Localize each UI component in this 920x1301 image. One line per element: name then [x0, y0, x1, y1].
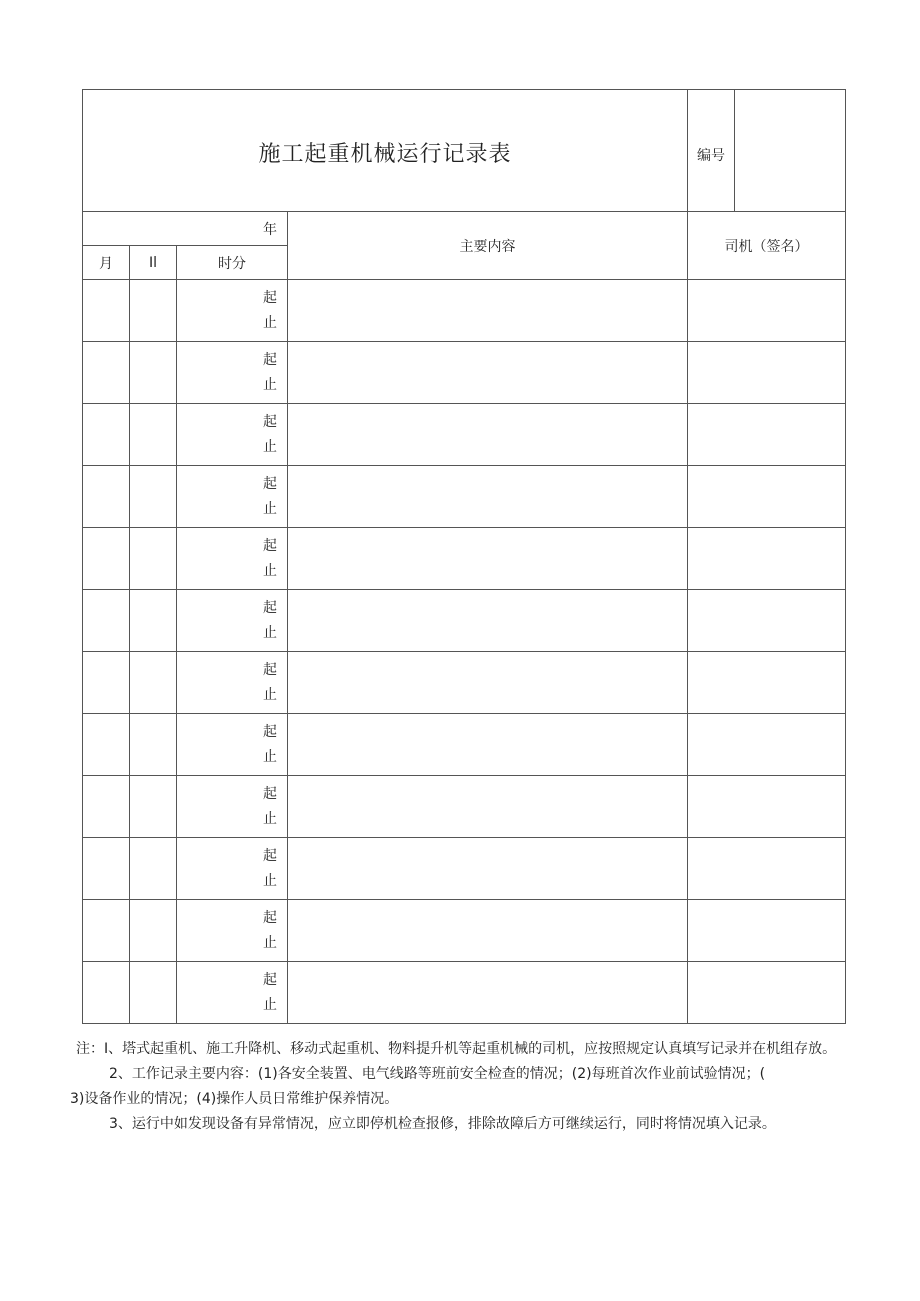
day-cell[interactable] — [130, 404, 177, 466]
title-cell — [83, 90, 688, 212]
form-title: 施工起重机械运行记录表 — [258, 142, 512, 167]
day-cell[interactable] — [130, 962, 177, 1024]
start-label: 起 — [263, 351, 277, 368]
driver-cell[interactable] — [688, 962, 846, 1024]
content-cell[interactable] — [288, 466, 688, 528]
content-cell[interactable] — [288, 342, 688, 404]
start-label: 起 — [263, 723, 277, 740]
month-cell[interactable] — [83, 466, 130, 528]
month-cell[interactable] — [83, 962, 130, 1024]
content-cell[interactable] — [288, 404, 688, 466]
day-cell[interactable] — [130, 652, 177, 714]
stop-label: 止 — [263, 500, 277, 517]
driver-cell[interactable] — [688, 838, 846, 900]
day-cell[interactable] — [130, 528, 177, 590]
month-cell[interactable] — [83, 404, 130, 466]
month-cell[interactable] — [83, 776, 130, 838]
day-cell[interactable] — [130, 466, 177, 528]
start-label: 起 — [263, 971, 277, 988]
start-label: 起 — [263, 413, 277, 430]
content-cell[interactable] — [288, 962, 688, 1024]
start-label: 起 — [263, 475, 277, 492]
driver-cell[interactable] — [688, 528, 846, 590]
stop-label: 止 — [263, 562, 277, 579]
month-cell[interactable] — [83, 838, 130, 900]
note-3: 3、运行中如发现设备有异常情况，应立即停机检查报修，排除故障后方可继续运行，同时将情况填入记录。 — [109, 1116, 776, 1132]
stop-label: 止 — [263, 996, 277, 1013]
month-cell[interactable] — [83, 652, 130, 714]
month-header: 月 — [83, 246, 130, 280]
content-cell[interactable] — [288, 838, 688, 900]
code-value-cell[interactable] — [735, 90, 846, 212]
stop-label: 止 — [263, 376, 277, 393]
time-cell[interactable] — [177, 590, 288, 652]
table-row — [83, 342, 846, 404]
table-row — [83, 528, 846, 590]
table-row — [83, 962, 846, 1024]
driver-cell[interactable] — [688, 466, 846, 528]
time-cell[interactable] — [177, 528, 288, 590]
start-label: 起 — [263, 785, 277, 802]
driver-cell[interactable] — [688, 714, 846, 776]
stop-label: 止 — [263, 872, 277, 889]
time-cell[interactable] — [177, 342, 288, 404]
year-header-cell — [83, 212, 288, 246]
month-cell[interactable] — [83, 342, 130, 404]
driver-cell[interactable] — [688, 404, 846, 466]
content-cell[interactable] — [288, 900, 688, 962]
driver-cell[interactable] — [688, 776, 846, 838]
time-cell[interactable] — [177, 776, 288, 838]
month-cell[interactable] — [83, 714, 130, 776]
time-cell[interactable] — [177, 962, 288, 1024]
stop-label: 止 — [263, 810, 277, 827]
note-1: 注：I、塔式起重机、施工升降机、移动式起重机、物料提升机等起重机械的司机，应按照规定认真填写记录并在机组存放。 — [76, 1041, 837, 1057]
day-cell[interactable] — [130, 838, 177, 900]
year-label: 年 — [263, 221, 277, 238]
month-cell[interactable] — [83, 590, 130, 652]
driver-header: 司机（签名） — [688, 212, 846, 280]
time-cell[interactable] — [177, 838, 288, 900]
stop-label: 止 — [263, 314, 277, 331]
time-header: 时分 — [177, 246, 288, 280]
day-cell[interactable] — [130, 776, 177, 838]
table-row — [83, 280, 846, 342]
month-cell[interactable] — [83, 900, 130, 962]
table-row — [83, 404, 846, 466]
code-label-cell — [688, 90, 735, 212]
content-cell[interactable] — [288, 280, 688, 342]
stop-label: 止 — [263, 438, 277, 455]
table-row — [83, 714, 846, 776]
note-2-continued: 3)设备作业的情况；(4)操作人员日常维护保养情况。 — [70, 1091, 399, 1107]
time-cell[interactable] — [177, 900, 288, 962]
table-row — [83, 838, 846, 900]
content-cell[interactable] — [288, 776, 688, 838]
month-cell[interactable] — [83, 528, 130, 590]
table-row — [83, 900, 846, 962]
time-cell[interactable] — [177, 466, 288, 528]
driver-cell[interactable] — [688, 342, 846, 404]
start-label: 起 — [263, 599, 277, 616]
day-cell[interactable] — [130, 900, 177, 962]
note-2: 2、工作记录主要内容：(1)各安全装置、电气线路等班前安全检查的情况；(2)每班首次作业前试验情况；( — [109, 1066, 766, 1082]
table-row — [83, 590, 846, 652]
code-label: 编号 — [697, 148, 726, 164]
start-label: 起 — [263, 847, 277, 864]
table-row — [83, 652, 846, 714]
notes-section — [70, 1037, 856, 1137]
driver-cell[interactable] — [688, 652, 846, 714]
table-row — [83, 466, 846, 528]
day-cell[interactable] — [130, 714, 177, 776]
day-cell[interactable] — [130, 280, 177, 342]
content-cell[interactable] — [288, 528, 688, 590]
time-cell[interactable] — [177, 652, 288, 714]
content-cell[interactable] — [288, 652, 688, 714]
time-cell[interactable] — [177, 404, 288, 466]
content-header: 主要内容 — [288, 212, 688, 280]
day-cell[interactable] — [130, 590, 177, 652]
start-label: 起 — [263, 289, 277, 306]
driver-cell[interactable] — [688, 900, 846, 962]
content-cell[interactable] — [288, 590, 688, 652]
table-row — [83, 776, 846, 838]
crane-operation-record-table — [82, 89, 846, 1024]
day-cell[interactable] — [130, 342, 177, 404]
time-cell[interactable] — [177, 280, 288, 342]
stop-label: 止 — [263, 748, 277, 765]
stop-label: 止 — [263, 686, 277, 703]
start-label: 起 — [263, 537, 277, 554]
stop-label: 止 — [263, 624, 277, 641]
driver-cell[interactable] — [688, 280, 846, 342]
stop-label: 止 — [263, 934, 277, 951]
start-label: 起 — [263, 661, 277, 678]
content-cell[interactable] — [288, 714, 688, 776]
start-label: 起 — [263, 909, 277, 926]
time-cell[interactable] — [177, 714, 288, 776]
month-cell[interactable] — [83, 280, 130, 342]
driver-cell[interactable] — [688, 590, 846, 652]
day-header: Il — [130, 246, 177, 280]
